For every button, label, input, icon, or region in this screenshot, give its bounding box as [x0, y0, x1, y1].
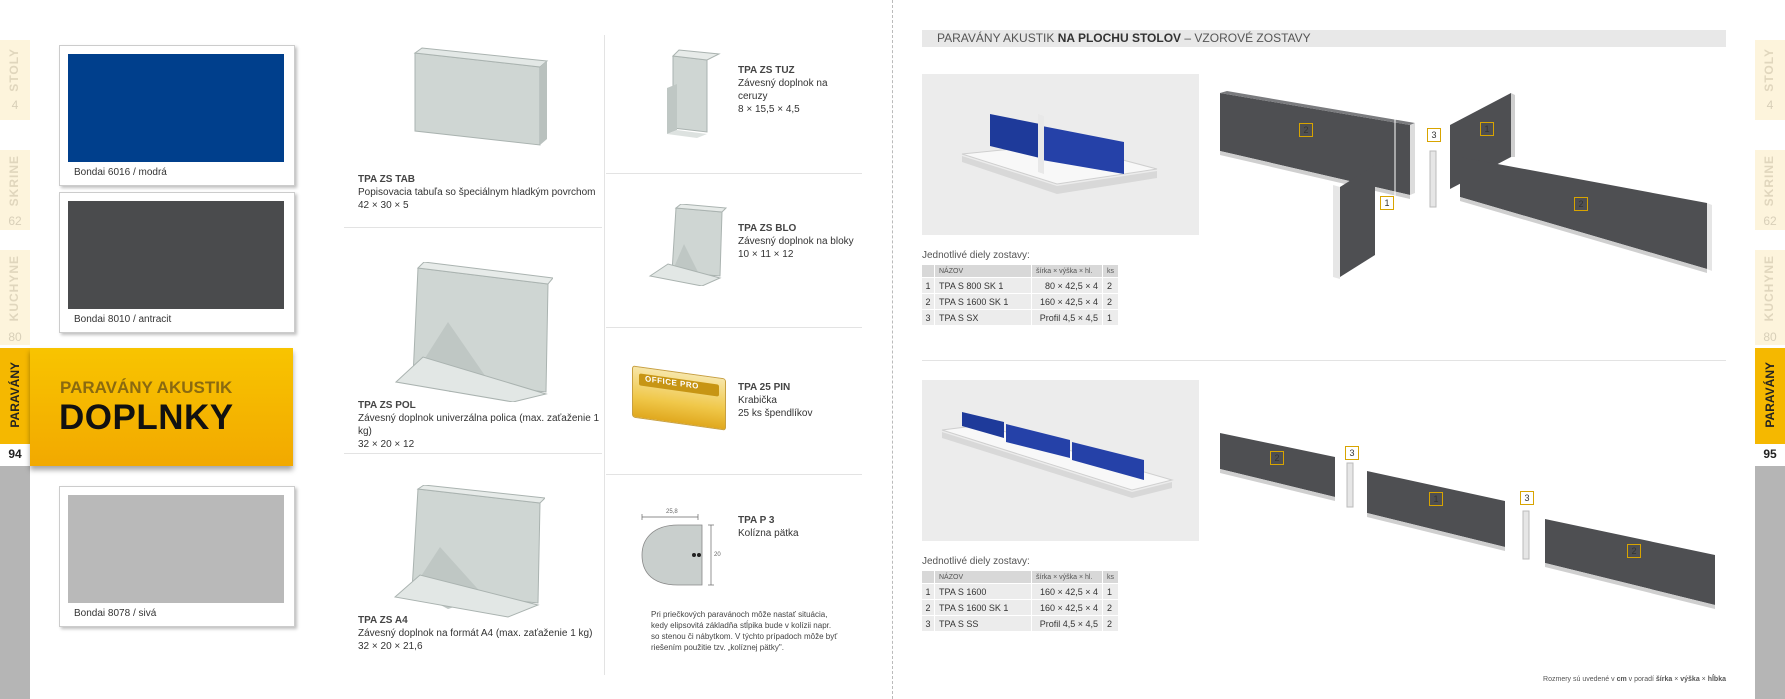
- product-blo: [738, 222, 858, 261]
- set1-parts-table: [921, 264, 1119, 326]
- right-gray-strip: [1755, 466, 1785, 699]
- cell: Profil 4,5 × 4,5: [1032, 310, 1102, 325]
- product-a4: [358, 614, 603, 653]
- product-pin: [738, 381, 858, 420]
- note-line: so stenou či nábytkom. V týchto prípadoch môže byť: [651, 632, 838, 641]
- collision-foot-diagram: [638, 508, 728, 592]
- tab-page: 62: [1763, 214, 1777, 228]
- left-tab-paravany[interactable]: [0, 348, 30, 466]
- cell: 2: [1103, 294, 1118, 309]
- a4-holder-illustration: [390, 485, 545, 620]
- col-header: ks: [1103, 571, 1118, 583]
- table-header: [922, 265, 1118, 277]
- product-desc: Krabička: [738, 395, 777, 406]
- pin-box-illustration: [632, 365, 726, 430]
- row-divider: [606, 474, 862, 475]
- tab-label: PARAVÁNY: [8, 362, 22, 428]
- product-tab: [358, 173, 598, 212]
- banner-subtitle: PARAVÁNY AKUSTIK: [60, 378, 233, 397]
- cell: TPA S SX: [935, 310, 1031, 325]
- cell: 3: [922, 616, 934, 631]
- footer-h: výška: [1680, 676, 1700, 683]
- note-line: Pri priečkových paravánoch môže nastať situácia,: [651, 610, 828, 619]
- set2-badge-2: 3: [1345, 446, 1359, 460]
- set1-badge-2: 3: [1427, 128, 1441, 142]
- left-tab-kuchyne[interactable]: [0, 250, 30, 345]
- set1-photo: [922, 74, 1199, 235]
- tab-label: STOLY: [1762, 48, 1776, 92]
- product-desc: Kolízna pätka: [738, 528, 799, 539]
- header-part3: – VZOROVÉ ZOSTAVY: [1181, 31, 1311, 45]
- notepad-holder-illustration: [648, 204, 728, 286]
- cell: Profil 4,5 × 4,5: [1032, 616, 1102, 631]
- swatch-label: Bondai 8010 / antracit: [74, 314, 172, 325]
- left-tab-skrine[interactable]: [0, 150, 30, 230]
- set1-badge-4: 1: [1380, 196, 1394, 210]
- cell: 160 × 42,5 × 4: [1032, 294, 1102, 309]
- right-tab-stoly[interactable]: [1755, 40, 1785, 120]
- cell: 1: [1103, 310, 1118, 325]
- tab-page: 80: [8, 330, 22, 344]
- product-desc: Závesný doplnok univerzálna polica (max. zaťaženie 1 kg): [358, 413, 600, 437]
- col-header: ks: [1103, 265, 1118, 277]
- product-code: TPA ZS A4: [358, 615, 408, 626]
- board-illustration: [400, 45, 550, 155]
- cell: 2: [1103, 600, 1118, 615]
- product-code: TPA P 3: [738, 515, 775, 526]
- footer-x1: ×: [1672, 676, 1681, 683]
- product-dims: 32 × 20 × 21,6: [358, 641, 423, 652]
- swatch-label: Bondai 8078 / sivá: [74, 608, 157, 619]
- col-header: [922, 265, 934, 277]
- product-p3: [738, 514, 858, 540]
- swatch-card-gray: [59, 486, 295, 627]
- table-row: [922, 310, 1118, 325]
- tab-page: 4: [1766, 98, 1774, 112]
- product-dims: 8 × 15,5 × 4,5: [738, 104, 800, 115]
- header-text: [937, 31, 1311, 45]
- right-page-header: [922, 30, 1726, 47]
- footer-mid: v poradí: [1626, 676, 1656, 683]
- set2-badge-5: 2: [1627, 544, 1641, 558]
- cell: 80 × 42,5 × 4: [1032, 278, 1102, 293]
- tab-label: STOLY: [7, 48, 21, 92]
- tab-label: SKRINE: [1762, 155, 1776, 207]
- product-desc: Závesný doplnok na formát A4 (max. zaťaženie 1 kg): [358, 628, 593, 639]
- tab-label: PARAVÁNY: [1763, 362, 1777, 428]
- set1-badge-3: 1: [1480, 122, 1494, 136]
- right-tab-skrine[interactable]: [1755, 150, 1785, 230]
- cell: TPA S 800 SK 1: [935, 278, 1031, 293]
- product-dims: 25 ks špendlíkov: [738, 408, 813, 419]
- table-header: [922, 571, 1118, 583]
- pencil-holder-illustration: [665, 48, 725, 138]
- product-dims: 42 × 30 × 5: [358, 200, 409, 211]
- cell: 3: [922, 310, 934, 325]
- table-row: [922, 600, 1118, 615]
- set1-badge-5: 2: [1574, 197, 1588, 211]
- table-row: [922, 616, 1118, 631]
- swatch-blue: [68, 54, 284, 162]
- set2-parts-table: [921, 570, 1119, 632]
- col-header: NÁZOV: [935, 265, 1031, 277]
- set2-caption: Jednotlivé diely zostavy:: [922, 556, 1030, 567]
- product-dims: 32 × 20 × 12: [358, 439, 415, 450]
- set2-badge-1: 2: [1270, 451, 1284, 465]
- row-divider: [606, 327, 862, 328]
- tab-label: KUCHYNE: [7, 255, 21, 322]
- note-line: riešením použitie tzv. „kolíznej pätky".: [651, 643, 784, 652]
- cell: 1: [922, 584, 934, 599]
- tab-page: 95: [1763, 447, 1777, 461]
- col-header: šírka × výška × hl.: [1032, 571, 1102, 583]
- product-dims: 10 × 11 × 12: [738, 249, 794, 260]
- cell: 160 × 42,5 × 4: [1032, 600, 1102, 615]
- swatch-card-blue: [59, 45, 295, 186]
- set2-exploded-diagram: [1215, 425, 1720, 610]
- tab-page: 80: [1763, 330, 1777, 344]
- product-desc: Závesný doplnok na bloky: [738, 236, 854, 247]
- cell: TPA S 1600 SK 1: [935, 600, 1031, 615]
- product-tuz: [738, 64, 858, 116]
- cell: 1: [922, 278, 934, 293]
- swatch-anthracite: [68, 201, 284, 309]
- set-divider: [922, 360, 1726, 361]
- p3-note: [651, 609, 851, 653]
- product-desc: Závesný doplnok na ceruzy: [738, 78, 828, 102]
- tab-page: 94: [8, 447, 22, 461]
- col-header: NÁZOV: [935, 571, 1031, 583]
- section-banner: [30, 348, 293, 466]
- product-code: TPA 25 PIN: [738, 382, 791, 393]
- shelf-illustration: [388, 262, 553, 402]
- footer-unit: cm: [1616, 676, 1627, 683]
- row-divider: [606, 173, 862, 174]
- set1-exploded-diagram: [1215, 85, 1720, 305]
- footer-prefix: Rozmery sú uvedené v: [1543, 676, 1617, 683]
- right-tab-kuchyne[interactable]: [1755, 250, 1785, 345]
- swatch-card-anthracite: [59, 192, 295, 333]
- col-header: šírka × výška × hl.: [1032, 265, 1102, 277]
- product-code: TPA ZS TAB: [358, 174, 416, 185]
- set2-badge-3: 1: [1429, 492, 1443, 506]
- cell: TPA S SS: [935, 616, 1031, 631]
- cell: 2: [922, 600, 934, 615]
- page-spine: [892, 0, 893, 699]
- footer-note: [1460, 676, 1726, 683]
- tab-label: SKRINE: [7, 155, 21, 207]
- left-tab-stoly[interactable]: [0, 40, 30, 120]
- set2-badge-4: 3: [1520, 491, 1534, 505]
- header-part2: NA PLOCHU STOLOV: [1057, 31, 1182, 45]
- tab-label: KUCHYNE: [1762, 255, 1776, 322]
- banner-title: DOPLNKY: [59, 398, 234, 437]
- tab-page: 62: [8, 214, 22, 228]
- table-row: [922, 278, 1118, 293]
- cell: 1: [1103, 584, 1118, 599]
- swatch-label: Bondai 6016 / modrá: [74, 167, 167, 178]
- product-code: TPA ZS TUZ: [738, 65, 795, 76]
- row-divider: [344, 227, 602, 228]
- table-row: [922, 294, 1118, 309]
- note-line: kedy elipsovitá základňa stĺpika bude v kolízii napr.: [651, 621, 832, 630]
- product-desc: Popisovacia tabuľa so špeciálnym hladkým povrchom: [358, 187, 596, 198]
- product-pol: [358, 399, 603, 451]
- product-code: TPA ZS POL: [358, 400, 416, 411]
- cell: 2: [1103, 616, 1118, 631]
- row-divider: [344, 453, 602, 454]
- tab-page: 4: [11, 98, 19, 112]
- left-gray-strip: [0, 466, 30, 699]
- set1-caption: Jednotlivé diely zostavy:: [922, 250, 1030, 261]
- col-divider: [604, 35, 605, 675]
- cell: TPA S 1600 SK 1: [935, 294, 1031, 309]
- box-label: OFFICE PRO: [645, 374, 699, 391]
- footer-w: šírka: [1655, 676, 1673, 683]
- header-part1: PARAVÁNY AKUSTIK: [937, 31, 1058, 45]
- cell: TPA S 1600: [935, 584, 1031, 599]
- col-header: [922, 571, 934, 583]
- dim-height-label: 20: [714, 552, 721, 558]
- set2-photo: [922, 380, 1199, 541]
- cell: 160 × 42,5 × 4: [1032, 584, 1102, 599]
- table-row: [922, 584, 1118, 599]
- footer-x2: ×: [1699, 676, 1708, 683]
- swatch-gray: [68, 495, 284, 603]
- cell: 2: [1103, 278, 1118, 293]
- footer-d: hĺbka: [1707, 676, 1726, 683]
- product-code: TPA ZS BLO: [738, 223, 797, 234]
- set1-badge-1: 2: [1299, 123, 1313, 137]
- right-tab-paravany[interactable]: [1755, 348, 1785, 466]
- dim-width-label: 25,8: [666, 509, 678, 515]
- cell: 2: [922, 294, 934, 309]
